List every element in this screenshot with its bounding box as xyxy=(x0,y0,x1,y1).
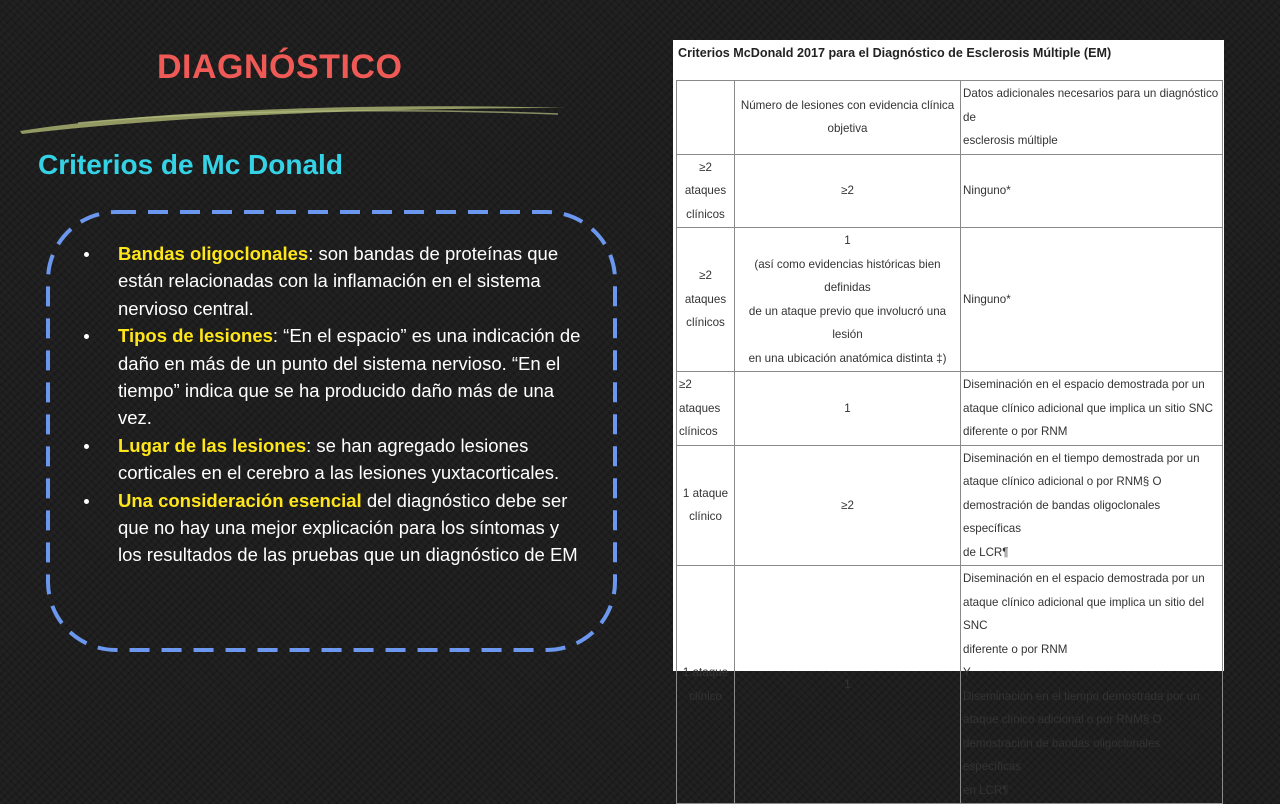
table-cell-attacks: 1 ataque clínico xyxy=(677,445,735,566)
bullet-item xyxy=(82,240,582,322)
table-cell-additional: Diseminación en el espacio demostrada por un ataque clínico adicional que implica un sitio SNC diferente o por RNM xyxy=(961,372,1223,446)
table-caption: Criterios McDonald 2017 para el Diagnóstico de Esclerosis Múltiple (EM) xyxy=(678,46,1112,60)
bullet-item xyxy=(82,432,582,487)
table-header-row xyxy=(677,81,1223,155)
table-cell-lesions: ≥2 xyxy=(735,154,961,228)
bullet-item xyxy=(82,487,582,569)
table-cell-attacks: ≥2 ataques clínicos xyxy=(677,228,735,372)
bullet-icon xyxy=(84,252,89,257)
table-cell-lesions: 1 xyxy=(735,566,961,804)
bullet-item xyxy=(82,322,582,432)
bullet-text: : “En el espacio” es una indicación de daño en más de un punto del sistema nervioso. “En el tiempo” indica que se ha producido daño más de una vez. xyxy=(118,325,581,429)
bullet-keyword: Una consideración esencial xyxy=(118,489,362,511)
table-cell-attacks: ≥2 ataques clínicos xyxy=(677,154,735,228)
slide-title: DIAGNÓSTICO xyxy=(157,48,403,86)
table-cell-additional: Ninguno* xyxy=(961,154,1223,228)
table-row xyxy=(677,445,1223,566)
bullet-icon xyxy=(84,334,89,339)
header-cell-empty xyxy=(677,81,735,155)
table-cell-additional: Ninguno* xyxy=(961,228,1223,372)
bullet-keyword: Lugar de las lesiones xyxy=(118,434,307,456)
header-cell-additional-data: Datos adicionales necesarios para un diagnóstico de esclerosis múltiple xyxy=(961,81,1223,155)
table-row xyxy=(677,154,1223,228)
table-row xyxy=(677,566,1223,804)
table-cell-lesions: 1 (así como evidencias históricas bien definidas de un ataque previo que involucró una lesión en una ubicación anatómica distinta ‡) xyxy=(735,228,961,372)
bullet-text: : son bandas de proteínas que están relacionadas con la inflamación en el sistema nervioso central. xyxy=(118,243,559,319)
table-cell-attacks: ≥2 ataques clínicos xyxy=(677,372,735,446)
bullet-text: del diagnóstico debe ser que no hay una mejor explicación para los síntomas y los resultados de las pruebas que un diagnóstico de EM xyxy=(118,489,578,566)
criteria-bullet-list xyxy=(82,240,582,569)
mcdonald-table-image xyxy=(673,40,1224,797)
table-cell-additional: Diseminación en el espacio demostrada por un ataque clínico adicional que implica un sitio del SNC diferente o por RNM Y Diseminación en el tiempo demostrada por un ataque clínico adicional o por RNM§ O demostración de bandas oligoclonales específicas en LCR¶ xyxy=(961,566,1223,804)
table-cell-attacks: 1 ataque clínico xyxy=(677,566,735,804)
slide-subtitle: Criterios de Mc Donald xyxy=(38,149,343,180)
bullet-keyword: Tipos de lesiones xyxy=(118,325,273,347)
table-row xyxy=(677,372,1223,446)
bullet-text: : se han agregado lesiones corticales en el cerebro a las lesiones yuxtacorticales. xyxy=(118,434,560,484)
table-cell-lesions: ≥2 xyxy=(735,445,961,566)
bullet-icon xyxy=(84,499,89,504)
table-cell-additional: Diseminación en el tiempo demostrada por un ataque clínico adicional o por RNM§ O demostración de bandas oligoclonales específicas de LCR¶ xyxy=(961,445,1223,566)
bullet-keyword: Bandas oligoclonales xyxy=(118,243,309,264)
bullet-icon xyxy=(84,444,89,449)
header-cell-lesions: Número de lesiones con evidencia clínica objetiva xyxy=(735,81,961,155)
table-row xyxy=(677,228,1223,372)
table-cell-lesions: 1 xyxy=(735,372,961,446)
mcdonald-criteria-table xyxy=(676,80,1223,804)
